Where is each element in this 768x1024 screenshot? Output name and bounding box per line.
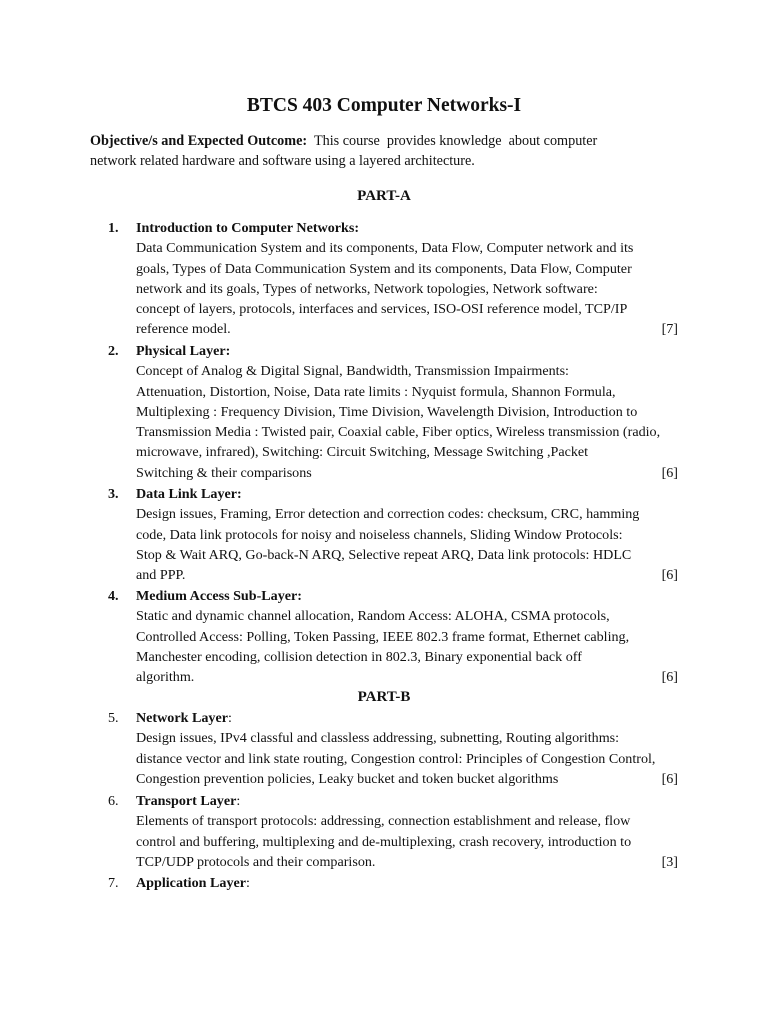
item-line: Stop & Wait ARQ, Go-back-N ARQ, Selective repeat ARQ, Data link protocols: HDLC — [136, 546, 632, 563]
syllabus-item — [108, 791, 678, 872]
item-heading-suffix: : — [246, 875, 250, 891]
objective-label: Objective/s and Expected Outcome: — [90, 133, 308, 149]
item-line-text: algorithm. — [136, 669, 195, 686]
item-line: code, Data link protocols for noisy and noiseless channels, Sliding Window Protocols: — [136, 526, 623, 543]
item-heading — [136, 873, 678, 893]
item-marks: [6] — [661, 770, 678, 787]
item-heading-text: Medium Access Sub-Layer: — [136, 588, 302, 604]
item-line: Manchester encoding, collision detection in 802.3, Binary exponential back off — [136, 648, 582, 665]
item-heading — [136, 484, 678, 504]
item-line: Data Communication System and its components, Data Flow, Computer network and its — [136, 240, 634, 257]
syllabus-item — [108, 218, 678, 340]
item-line: Static and dynamic channel allocation, Random Access: ALOHA, CSMA protocols, — [136, 608, 610, 625]
item-line: Transmission Media : Twisted pair, Coaxial cable, Fiber optics, Wireless transmission (radio, — [136, 424, 661, 441]
item-line-text: Congestion prevention policies, Leaky bucket and token bucket algorithms — [136, 770, 559, 787]
item-line: Design issues, Framing, Error detection and correction codes: checksum, CRC, hamming — [136, 506, 640, 523]
item-heading-text: Data Link Layer: — [136, 486, 242, 502]
item-number: 5. — [108, 710, 119, 726]
item-heading-suffix: : — [227, 710, 232, 726]
syllabus-item — [108, 484, 678, 585]
syllabus-item — [108, 873, 678, 893]
item-marks: [3] — [661, 853, 678, 870]
item-number: 4. — [108, 588, 119, 604]
item-heading-text: Network Layer — [136, 710, 228, 726]
item-line-last — [136, 319, 678, 339]
syllabus-item — [108, 708, 678, 789]
item-heading — [136, 791, 678, 811]
item-heading-suffix: : — [236, 793, 241, 809]
item-line-text: TCP/UDP protocols and their comparison. — [136, 853, 376, 870]
item-number: 1. — [108, 220, 119, 236]
item-line: concept of layers, protocols, interfaces and services, ISO-OSI reference model, TCP/IP — [136, 301, 628, 318]
item-heading-text: Introduction to Computer Networks: — [136, 220, 360, 236]
objective-line-1 — [90, 131, 690, 151]
item-line: Concept of Analog & Digital Signal, Bandwidth, Transmission Impairments: — [136, 363, 569, 380]
item-marks: [7] — [661, 321, 678, 338]
objective-line-2: network related hardware and software using a layered architecture. — [90, 153, 475, 169]
item-number: 2. — [108, 343, 119, 359]
item-marks: [6] — [661, 567, 678, 584]
item-line-last — [136, 667, 678, 687]
syllabus-item — [108, 586, 678, 687]
part-a-heading: PART-A — [357, 188, 411, 204]
page-title: BTCS 403 Computer Networks-I — [246, 95, 522, 116]
item-heading-text: Physical Layer: — [136, 343, 231, 359]
objective-text-1: This course provides knowledge about computer — [307, 133, 598, 149]
item-line: Design issues, IPv4 classful and classless addressing, subnetting, Routing algorithms: — [136, 730, 620, 747]
item-number: 7. — [108, 875, 119, 891]
item-heading — [136, 586, 678, 606]
item-heading-text: Application Layer — [136, 875, 247, 891]
item-number: 3. — [108, 486, 119, 502]
objective-paragraph — [90, 131, 690, 171]
item-line-text: Switching & their comparisons — [136, 464, 312, 481]
item-line: distance vector and link state routing, Congestion control: Principles of Congestion Control, — [136, 750, 656, 767]
item-line-last — [136, 463, 678, 483]
item-line: Attenuation, Distortion, Noise, Data rate limits : Nyquist formula, Shannon Formula, — [136, 383, 616, 400]
item-line-text: reference model. — [136, 321, 231, 338]
item-heading — [136, 708, 678, 728]
item-line: Controlled Access: Polling, Token Passing, IEEE 802.3 frame format, Ethernet cabling, — [136, 628, 630, 645]
item-heading — [136, 218, 678, 238]
item-line-last — [136, 852, 678, 872]
item-heading-text: Transport Layer — [136, 793, 237, 809]
item-line: control and buffering, multiplexing and de-multiplexing, crash recovery, introduction to — [136, 833, 632, 850]
item-line: Multiplexing : Frequency Division, Time Division, Wavelength Division, Introduction to — [136, 403, 638, 420]
item-line: Elements of transport protocols: addressing, connection establishment and release, flow — [136, 813, 631, 830]
item-line: microwave, infrared), Switching: Circuit Switching, Message Switching ,Packet — [136, 444, 589, 461]
item-line-text: and PPP. — [136, 567, 186, 584]
part-b-heading: PART-B — [357, 689, 411, 705]
item-line: goals, Types of Data Communication System and its components, Data Flow, Computer — [136, 260, 632, 277]
item-marks: [6] — [661, 669, 678, 686]
item-line-last — [136, 565, 678, 585]
item-marks: [6] — [661, 464, 678, 481]
item-number: 6. — [108, 793, 119, 809]
syllabus-item — [108, 341, 678, 483]
item-heading — [136, 341, 678, 361]
item-line: network and its goals, Types of networks, Network topologies, Network software: — [136, 280, 598, 297]
item-line-last — [136, 769, 678, 789]
